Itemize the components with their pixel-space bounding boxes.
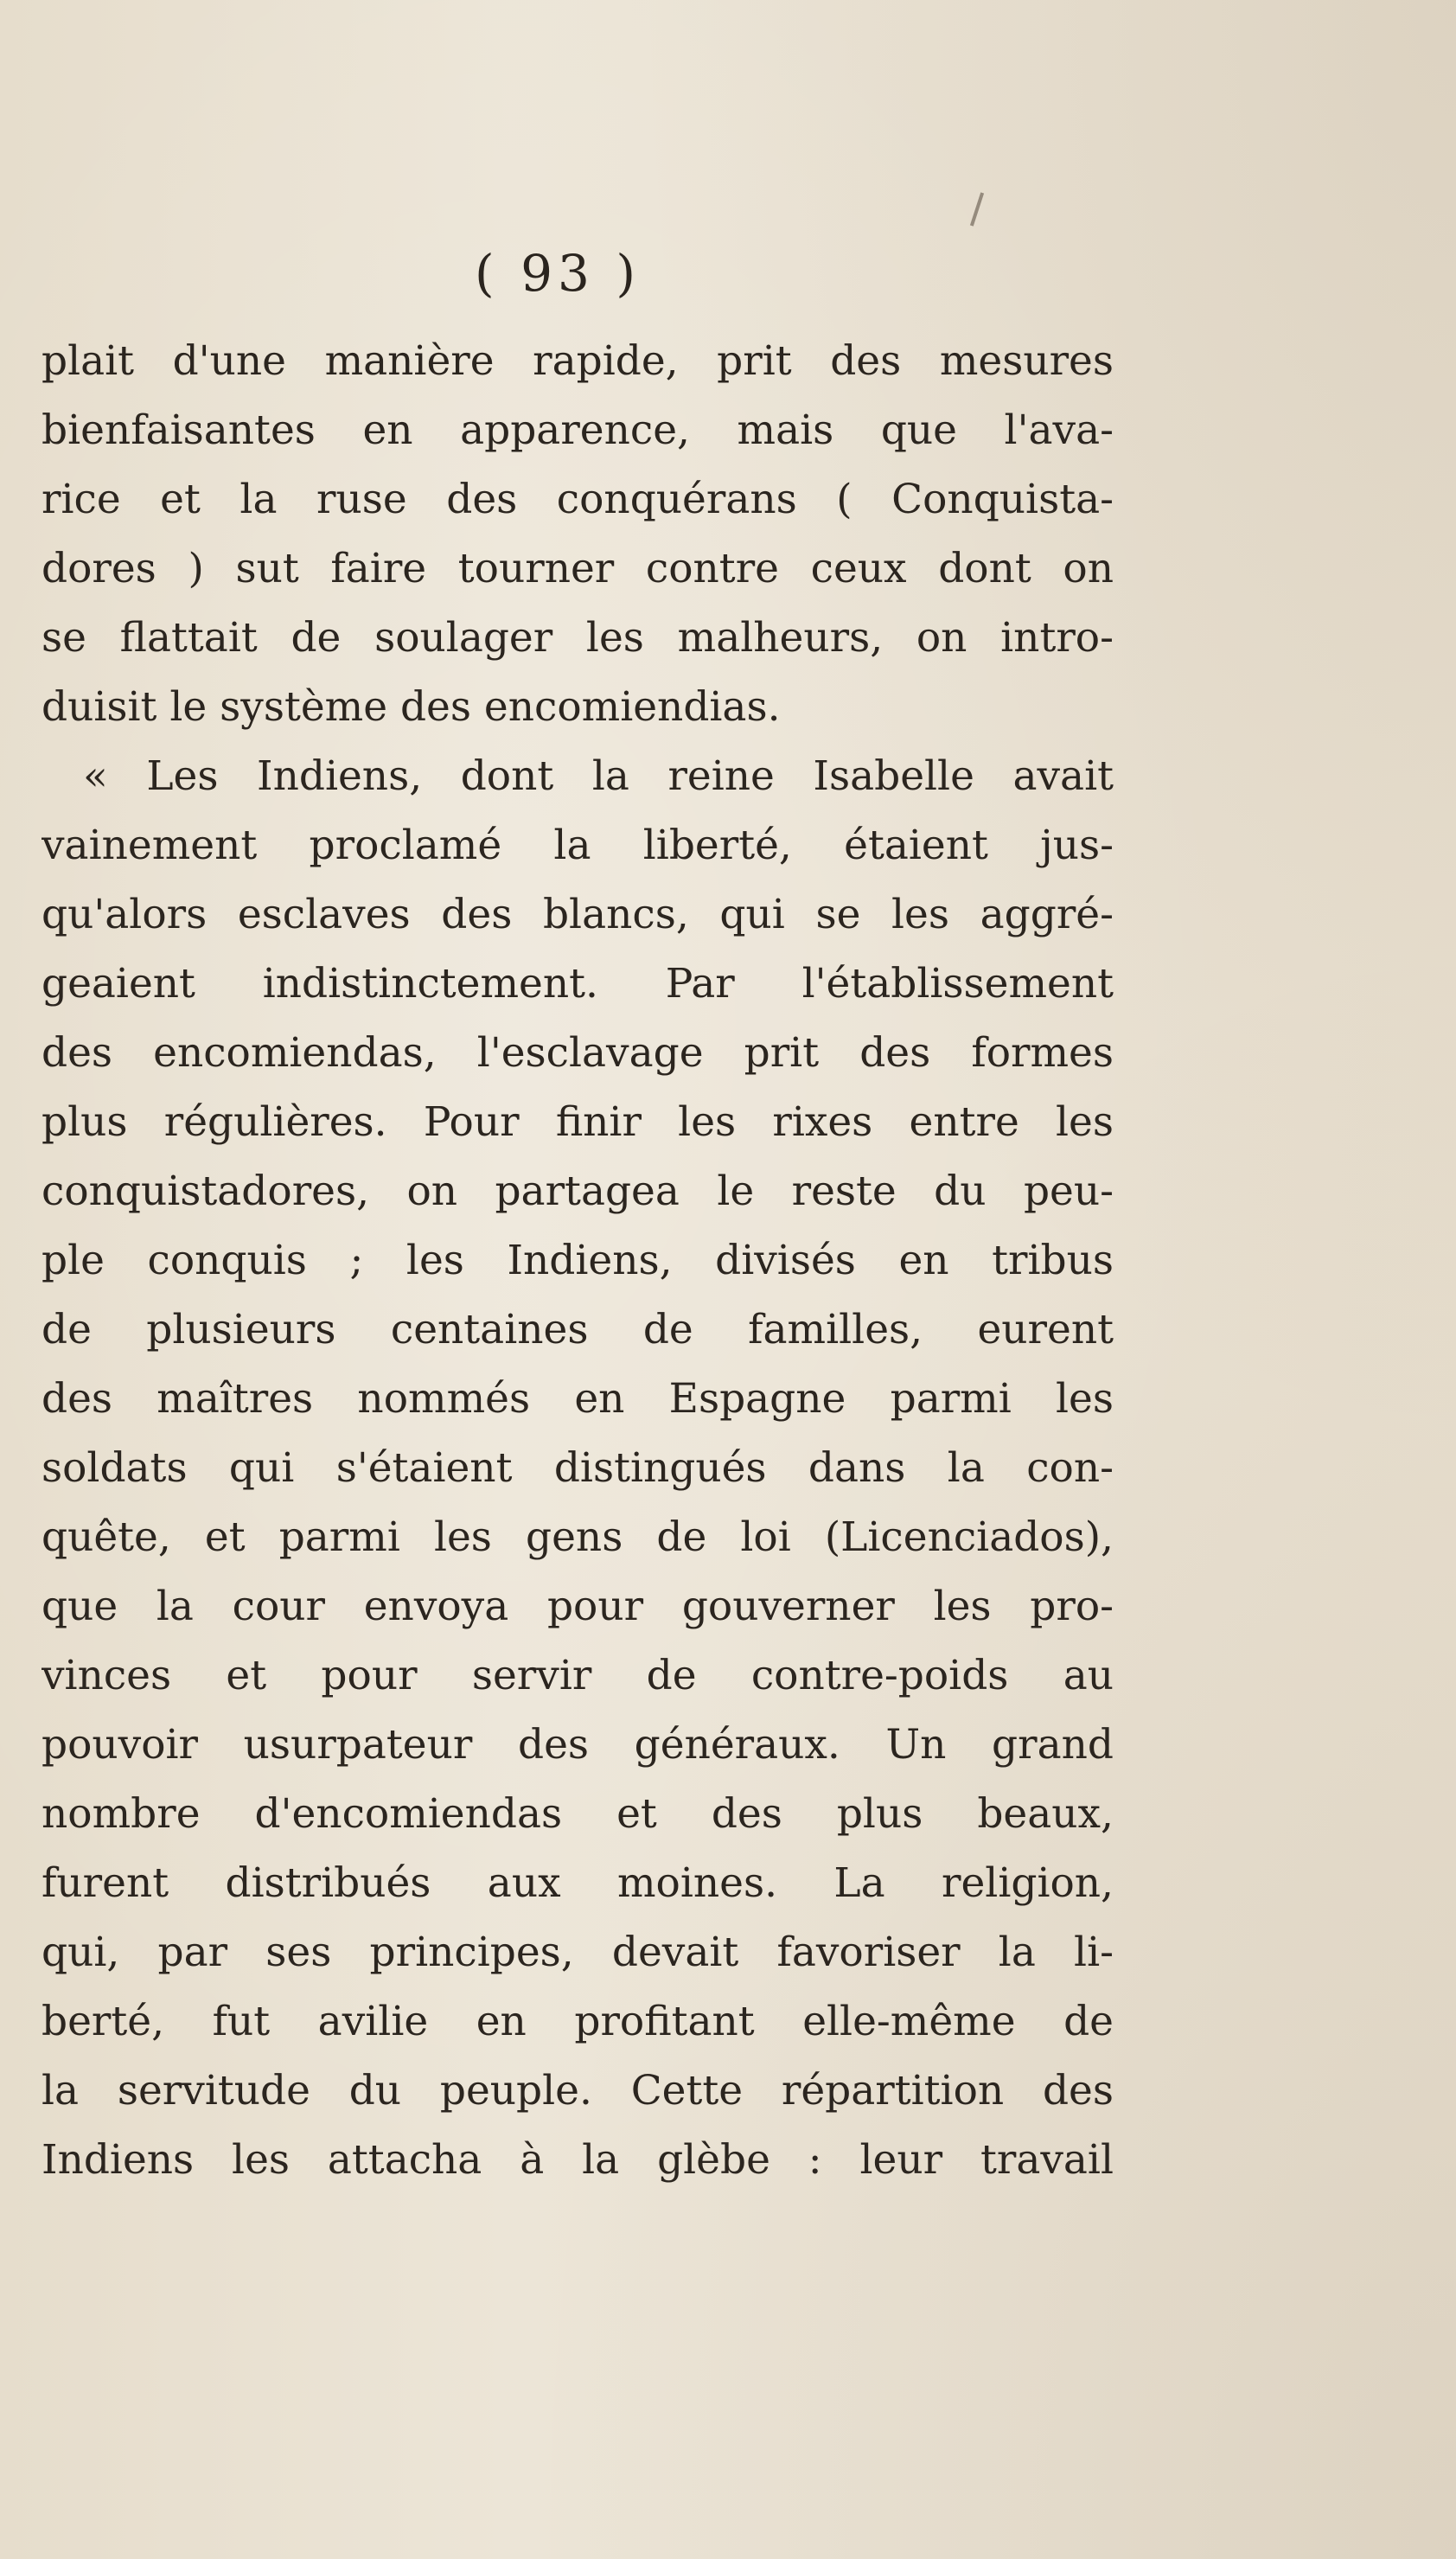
text-line: quête, et parmi les gens de loi (Licenciados),	[42, 1513, 1114, 1561]
text-line: rice et la ruse des conquérans ( Conquista-	[42, 476, 1114, 523]
text-line: plus régulières. Pour finir les rixes entre les	[42, 1098, 1114, 1146]
text-line: Indiens les attacha à la glèbe : leur travail	[42, 2136, 1114, 2184]
text-line: dores ) sut faire tourner contre ceux dont on	[42, 545, 1114, 592]
text-line: qui, par ses principes, devait favoriser la li-	[42, 1929, 1114, 1976]
text-line: que la cour envoya pour gouverner les pro-	[42, 1583, 1114, 1630]
text-line: se flattait de soulager les malheurs, on intro-	[42, 614, 1114, 662]
text-line: ple conquis ; les Indiens, divisés en tribus	[42, 1237, 1114, 1284]
text-line: duisit le système des encomiendias.	[42, 683, 781, 731]
text-line: vinces et pour servir de contre-poids au	[42, 1652, 1114, 1699]
ink-mark	[970, 192, 984, 226]
body-text	[42, 327, 1114, 2195]
text-line: la servitude du peuple. Cette répartition des	[42, 2067, 1114, 2114]
text-line: bienfaisantes en apparence, mais que l'ava-	[42, 406, 1114, 454]
text-line: conquistadores, on partagea le reste du peu-	[42, 1168, 1114, 1215]
text-line: « Les Indiens, dont la reine Isabelle avait	[83, 752, 1114, 800]
text-line: des maîtres nommés en Espagne parmi les	[42, 1375, 1114, 1423]
text-line: de plusieurs centaines de familles, eurent	[42, 1306, 1114, 1353]
text-line: soldats qui s'étaient distingués dans la con-	[42, 1444, 1114, 1492]
text-line: nombre d'encomiendas et des plus beaux,	[42, 1790, 1114, 1838]
text-line: berté, fut avilie en profitant elle-même de	[42, 1998, 1114, 2045]
text-line: geaient indistinctement. Par l'établissement	[42, 960, 1114, 1008]
text-line: plait d'une manière rapide, prit des mesures	[42, 337, 1114, 385]
page-number: ( 93 )	[475, 244, 641, 303]
text-line: pouvoir usurpateur des généraux. Un grand	[42, 1721, 1114, 1769]
text-line: vainement proclamé la liberté, étaient jus-	[42, 822, 1114, 869]
text-line: qu'alors esclaves des blancs, qui se les aggré-	[42, 891, 1114, 938]
text-line: des encomiendas, l'esclavage prit des formes	[42, 1029, 1114, 1077]
text-line: furent distribués aux moines. La religion,	[42, 1859, 1114, 1907]
